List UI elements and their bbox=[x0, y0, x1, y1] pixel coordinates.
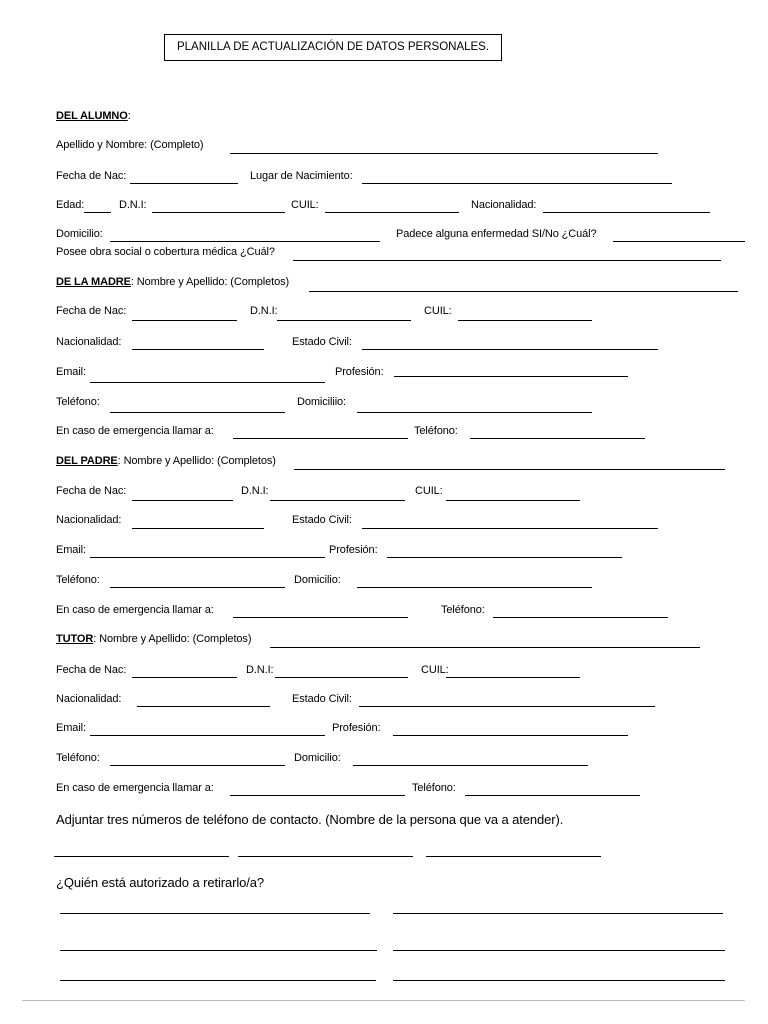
heading-padre-label: DEL PADRE bbox=[56, 455, 118, 467]
tutor-email-line[interactable] bbox=[90, 735, 325, 736]
tutor-nombre-line[interactable] bbox=[270, 647, 700, 648]
alumno-enfermedad-label: Padece alguna enfermedad SI/No ¿Cuál? bbox=[396, 228, 597, 240]
padre-domicilio-line[interactable] bbox=[357, 587, 592, 588]
padre-fecha-nac-line[interactable] bbox=[132, 500, 233, 501]
tutor-telefono-line[interactable] bbox=[110, 765, 285, 766]
madre-nombre-line[interactable] bbox=[309, 291, 738, 292]
contacto-line-2[interactable] bbox=[238, 856, 413, 857]
heading-padre-suffix: : Nombre y Apellido: (Completos) bbox=[117, 455, 276, 467]
autorizado-line-3b[interactable] bbox=[393, 980, 725, 981]
madre-estado-civil-label: Estado Civil: bbox=[292, 336, 352, 348]
alumno-apellido-nombre-label: Apellido y Nombre: (Completo) bbox=[56, 139, 204, 151]
heading-tutor-suffix: : Nombre y Apellido: (Completos) bbox=[93, 633, 252, 645]
tutor-estado-civil-line[interactable] bbox=[359, 706, 655, 707]
madre-domicilio-line[interactable] bbox=[357, 412, 592, 413]
tutor-telefono-label: Teléfono: bbox=[56, 752, 100, 764]
tutor-email-label: Email: bbox=[56, 722, 86, 734]
page-bottom-rule bbox=[22, 1000, 745, 1001]
section-heading-madre bbox=[56, 276, 289, 289]
padre-profesion-label: Profesión: bbox=[329, 544, 378, 556]
tutor-nacionalidad-line[interactable] bbox=[137, 706, 270, 707]
heading-madre-suffix: : Nombre y Apellido: (Completos) bbox=[130, 276, 290, 288]
heading-alumno-label: DEL ALUMNO bbox=[56, 110, 128, 122]
madre-cuil-line[interactable] bbox=[458, 320, 592, 321]
madre-nacionalidad-label: Nacionalidad: bbox=[56, 336, 122, 348]
contacto-line-3[interactable] bbox=[426, 856, 601, 857]
autorizado-line-3a[interactable] bbox=[60, 980, 376, 981]
padre-emergencia-line[interactable] bbox=[233, 617, 408, 618]
section-heading-tutor bbox=[56, 633, 251, 646]
alumno-edad-line[interactable] bbox=[84, 212, 111, 213]
autorizado-line-1a[interactable] bbox=[60, 913, 370, 914]
autorizados-prompt: ¿Quién está autorizado a retirarlo/a? bbox=[56, 875, 265, 890]
padre-estado-civil-label: Estado Civil: bbox=[292, 514, 352, 526]
madre-domicilio-label: Domiciliio: bbox=[297, 396, 347, 408]
madre-email-label: Email: bbox=[56, 366, 86, 378]
madre-dni-line[interactable] bbox=[277, 320, 411, 321]
madre-estado-civil-line[interactable] bbox=[362, 349, 658, 350]
tutor-emergencia-tel-label: Teléfono: bbox=[412, 782, 456, 794]
alumno-lugar-nac-line[interactable] bbox=[362, 183, 672, 184]
padre-email-label: Email: bbox=[56, 544, 86, 556]
heading-alumno-suffix: : bbox=[127, 110, 131, 122]
tutor-estado-civil-label: Estado Civil: bbox=[292, 693, 352, 705]
padre-dni-label: D.N.I: bbox=[241, 485, 269, 497]
tutor-fecha-nac-label: Fecha de Nac: bbox=[56, 664, 127, 676]
alumno-dni-line[interactable] bbox=[152, 212, 285, 213]
tutor-emergencia-label: En caso de emergencia llamar a: bbox=[56, 782, 214, 794]
padre-emergencia-tel-label: Teléfono: bbox=[441, 604, 485, 616]
alumno-domicilio-line[interactable] bbox=[110, 241, 380, 242]
tutor-profesion-line[interactable] bbox=[393, 735, 628, 736]
autorizado-line-1b[interactable] bbox=[393, 913, 723, 914]
madre-dni-label: D.N.I: bbox=[250, 305, 278, 317]
alumno-cuil-line[interactable] bbox=[325, 212, 459, 213]
tutor-dni-line[interactable] bbox=[275, 677, 408, 678]
tutor-cuil-label: CUIL: bbox=[421, 664, 449, 676]
alumno-lugar-nac-label: Lugar de Nacimiento: bbox=[250, 170, 353, 182]
alumno-edad-label: Edad: bbox=[56, 199, 85, 211]
alumno-domicilio-label: Domicilio: bbox=[56, 228, 103, 240]
madre-emergencia-tel-line[interactable] bbox=[470, 438, 645, 439]
section-heading-padre bbox=[56, 455, 276, 468]
tutor-domicilio-label: Domicilio: bbox=[294, 752, 341, 764]
padre-nombre-line[interactable] bbox=[294, 469, 725, 470]
section-heading-alumno bbox=[56, 110, 131, 123]
tutor-emergencia-tel-line[interactable] bbox=[465, 795, 640, 796]
padre-dni-line[interactable] bbox=[270, 500, 405, 501]
madre-profesion-label: Profesión: bbox=[335, 366, 384, 378]
alumno-apellido-nombre-line[interactable] bbox=[230, 153, 658, 154]
alumno-obra-social-line[interactable] bbox=[293, 260, 721, 261]
autorizado-line-2b[interactable] bbox=[393, 950, 725, 951]
alumno-enfermedad-line[interactable] bbox=[613, 241, 745, 242]
autorizado-line-2a[interactable] bbox=[60, 950, 377, 951]
madre-cuil-label: CUIL: bbox=[424, 305, 452, 317]
madre-fecha-nac-line[interactable] bbox=[132, 320, 237, 321]
alumno-fecha-nac-label: Fecha de Nac: bbox=[56, 170, 127, 182]
tutor-emergencia-line[interactable] bbox=[230, 795, 405, 796]
alumno-nacionalidad-label: Nacionalidad: bbox=[471, 199, 537, 211]
padre-domicilio-label: Domicilio: bbox=[294, 574, 341, 586]
tutor-profesion-label: Profesión: bbox=[332, 722, 381, 734]
madre-email-line[interactable] bbox=[90, 382, 325, 383]
padre-telefono-label: Teléfono: bbox=[56, 574, 100, 586]
tutor-fecha-nac-line[interactable] bbox=[132, 677, 237, 678]
madre-telefono-line[interactable] bbox=[110, 412, 285, 413]
form-title: PLANILLA DE ACTUALIZACIÓN DE DATOS PERSONALES. bbox=[164, 34, 502, 61]
padre-emergencia-tel-line[interactable] bbox=[493, 617, 668, 618]
padre-emergencia-label: En caso de emergencia llamar a: bbox=[56, 604, 214, 616]
padre-fecha-nac-label: Fecha de Nac: bbox=[56, 485, 127, 497]
padre-profesion-line[interactable] bbox=[387, 557, 622, 558]
tutor-dni-label: D.N.I: bbox=[246, 664, 274, 676]
heading-tutor-label: TUTOR bbox=[56, 633, 94, 645]
padre-cuil-line[interactable] bbox=[446, 500, 580, 501]
tutor-domicilio-line[interactable] bbox=[353, 765, 588, 766]
madre-profesion-line[interactable] bbox=[394, 376, 628, 377]
alumno-obra-social-label: Posee obra social o cobertura médica ¿Cuál? bbox=[56, 246, 275, 258]
madre-emergencia-label: En caso de emergencia llamar a: bbox=[56, 425, 214, 437]
alumno-dni-label: D.N.I: bbox=[119, 199, 147, 211]
madre-fecha-nac-label: Fecha de Nac: bbox=[56, 305, 127, 317]
padre-cuil-label: CUIL: bbox=[415, 485, 443, 497]
tutor-cuil-line[interactable] bbox=[446, 677, 580, 678]
contactos-prompt: Adjuntar tres números de teléfono de contacto. (Nombre de la persona que va a atender). bbox=[56, 812, 564, 827]
padre-email-line[interactable] bbox=[90, 557, 325, 558]
madre-emergencia-line[interactable] bbox=[233, 438, 408, 439]
padre-estado-civil-line[interactable] bbox=[362, 528, 658, 529]
madre-emergencia-tel-label: Teléfono: bbox=[414, 425, 458, 437]
padre-nacionalidad-label: Nacionalidad: bbox=[56, 514, 122, 526]
alumno-cuil-label: CUIL: bbox=[291, 199, 319, 211]
heading-madre-label: DE LA MADRE bbox=[56, 276, 131, 288]
contacto-line-1[interactable] bbox=[54, 856, 229, 857]
madre-telefono-label: Teléfono: bbox=[56, 396, 100, 408]
madre-nacionalidad-line[interactable] bbox=[132, 349, 264, 350]
padre-nacionalidad-line[interactable] bbox=[132, 528, 264, 529]
tutor-nacionalidad-label: Nacionalidad: bbox=[56, 693, 122, 705]
padre-telefono-line[interactable] bbox=[110, 587, 285, 588]
alumno-fecha-nac-line[interactable] bbox=[130, 183, 238, 184]
alumno-nacionalidad-line[interactable] bbox=[543, 212, 710, 213]
